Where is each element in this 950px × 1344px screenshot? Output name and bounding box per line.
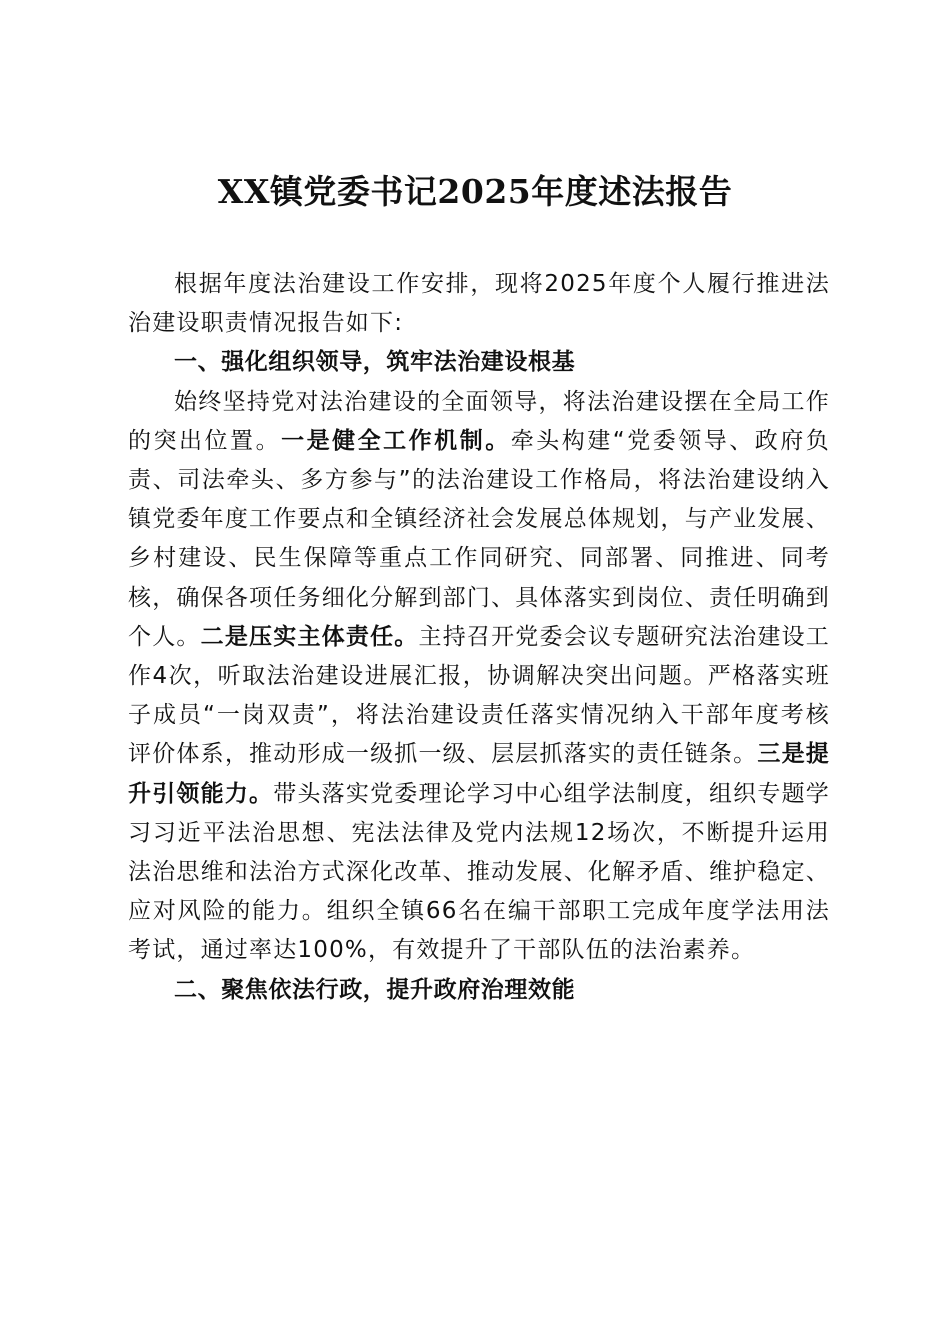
section-2-heading: 二、聚焦依法行政，提升政府治理效能 bbox=[174, 976, 576, 1003]
document-title: XX镇党委书记2025年度述法报告 bbox=[217, 172, 733, 211]
intro-paragraph: 根据年度法治建设工作安排，现将2025年度个人履行推进法治建设职责情况报告如下: bbox=[128, 271, 830, 337]
section-1-heading: 一、强化组织领导，筑牢法治建设根基 bbox=[174, 349, 576, 376]
point-2-title: 二是压实主体责任。 bbox=[200, 623, 419, 650]
document-body bbox=[128, 265, 830, 1010]
section-1-paragraph bbox=[128, 383, 830, 971]
point-1-title: 一是健全工作机制。 bbox=[281, 427, 511, 454]
point-3-text: 带头落实党委理论学习中心组学法制度，组织专题学习习近平法治思想、宪法法律及党内法规12场次，不断提升运用法治思维和法治方式深化改革、推动发展、化解矛盾、维护稳定、应对风险的能力。组织全镇66名在编干部职工完成年度学法用法考试，通过率达100%，有效提升了干部队伍的法治素养。 bbox=[128, 780, 830, 964]
point-1-text: 牵头构建“党委领导、政府负责、司法牵头、多方参与”的法治建设工作格局，将法治建设纳入镇党委年度工作要点和全镇经济社会发展总体规划，与产业发展、乡村建设、民生保障等重点工作同研究、同部署、同推进、同考核，确保各项任务细化分解到部门、具体落实到岗位、责任明确到个人。 bbox=[128, 427, 830, 650]
point-3-title: 三是提升引领能力。 bbox=[128, 741, 830, 807]
section-1-lead: 始终坚持党对法治建设的全面领导，将法治建设摆在全局工作的突出位置。 bbox=[128, 388, 830, 454]
point-2-text: 主持召开党委会议专题研究法治建设工作4次，听取法治建设进展汇报，协调解决突出问题。严格落实班子成员“一岗双责”，将法治建设责任落实情况纳入干部年度考核评价体系，推动形成一级抓一级、层层抓落实的责任链条。 bbox=[128, 623, 830, 768]
